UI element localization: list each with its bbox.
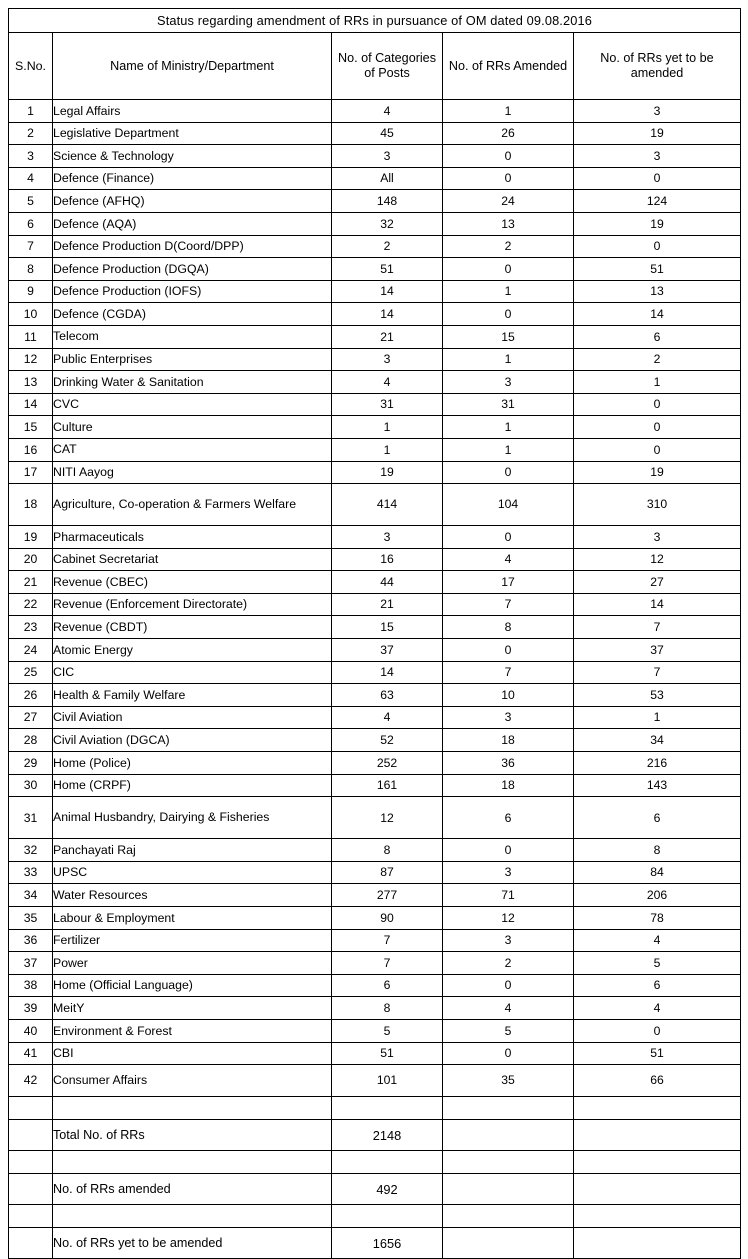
summary-row <box>9 1120 741 1151</box>
cell-amended: 0 <box>443 974 574 997</box>
cell-amended: 4 <box>443 548 574 571</box>
table-row <box>9 884 741 907</box>
cell-categories: 8 <box>332 839 443 862</box>
cell-name: Environment & Forest <box>53 1019 332 1042</box>
cell-name: Defence Production D(Coord/DPP) <box>53 235 332 258</box>
cell-name: CVC <box>53 393 332 416</box>
cell-yet: 6 <box>574 325 741 348</box>
cell-sno: 29 <box>9 752 53 775</box>
empty-cell <box>9 1097 53 1120</box>
table-row <box>9 303 741 326</box>
empty-cell <box>9 1120 53 1151</box>
cell-name: Consumer Affairs <box>53 1065 332 1097</box>
table-title: Status regarding amendment of RRs in pursuance of OM dated 09.08.2016 <box>9 9 741 33</box>
cell-amended: 18 <box>443 729 574 752</box>
table-row <box>9 438 741 461</box>
cell-sno: 9 <box>9 280 53 303</box>
spacer-row <box>9 1097 741 1120</box>
cell-amended: 5 <box>443 1019 574 1042</box>
cell-sno: 6 <box>9 212 53 235</box>
cell-amended: 13 <box>443 212 574 235</box>
cell-name: Atomic Energy <box>53 639 332 662</box>
cell-sno: 31 <box>9 797 53 839</box>
cell-categories: 5 <box>332 1019 443 1042</box>
cell-amended: 71 <box>443 884 574 907</box>
table-row <box>9 145 741 168</box>
cell-name: Defence (AQA) <box>53 212 332 235</box>
cell-categories: 14 <box>332 303 443 326</box>
table-row <box>9 706 741 729</box>
column-header-amended: No. of RRs Amended <box>443 33 574 100</box>
cell-categories: 21 <box>332 593 443 616</box>
cell-yet: 0 <box>574 235 741 258</box>
cell-amended: 2 <box>443 952 574 975</box>
cell-yet: 34 <box>574 729 741 752</box>
cell-sno: 12 <box>9 348 53 371</box>
cell-categories: 52 <box>332 729 443 752</box>
cell-categories: 252 <box>332 752 443 775</box>
cell-categories: 51 <box>332 258 443 281</box>
cell-sno: 32 <box>9 839 53 862</box>
cell-sno: 22 <box>9 593 53 616</box>
cell-name: Home (CRPF) <box>53 774 332 797</box>
cell-categories: 7 <box>332 952 443 975</box>
cell-categories: 45 <box>332 122 443 145</box>
cell-yet: 6 <box>574 797 741 839</box>
cell-sno: 11 <box>9 325 53 348</box>
cell-name: Agriculture, Co-operation & Farmers Welfare <box>53 484 332 526</box>
table-row <box>9 393 741 416</box>
cell-sno: 1 <box>9 100 53 123</box>
cell-amended: 12 <box>443 907 574 930</box>
cell-yet: 0 <box>574 393 741 416</box>
table-row <box>9 548 741 571</box>
empty-cell <box>9 1228 53 1259</box>
cell-yet: 12 <box>574 548 741 571</box>
cell-categories: 8 <box>332 997 443 1020</box>
cell-sno: 39 <box>9 997 53 1020</box>
column-header-sno: S.No. <box>9 33 53 100</box>
cell-sno: 3 <box>9 145 53 168</box>
cell-yet: 27 <box>574 571 741 594</box>
cell-categories: 161 <box>332 774 443 797</box>
table-row <box>9 729 741 752</box>
cell-name: Civil Aviation <box>53 706 332 729</box>
table-row <box>9 593 741 616</box>
empty-cell <box>443 1120 574 1151</box>
cell-amended: 0 <box>443 461 574 484</box>
cell-yet: 6 <box>574 974 741 997</box>
empty-cell <box>9 1151 53 1174</box>
table-row <box>9 325 741 348</box>
table-row <box>9 526 741 549</box>
cell-categories: 277 <box>332 884 443 907</box>
cell-categories: 2 <box>332 235 443 258</box>
cell-categories: 148 <box>332 190 443 213</box>
table-row <box>9 752 741 775</box>
cell-sno: 19 <box>9 526 53 549</box>
cell-categories: 32 <box>332 212 443 235</box>
empty-cell <box>53 1097 332 1120</box>
cell-amended: 1 <box>443 416 574 439</box>
cell-categories: All <box>332 167 443 190</box>
cell-name: Legislative Department <box>53 122 332 145</box>
summary-row <box>9 1174 741 1205</box>
cell-name: CBI <box>53 1042 332 1065</box>
table-row <box>9 839 741 862</box>
table-row <box>9 190 741 213</box>
cell-sno: 20 <box>9 548 53 571</box>
table-row <box>9 952 741 975</box>
spacer-row <box>9 1205 741 1228</box>
cell-yet: 3 <box>574 100 741 123</box>
cell-sno: 24 <box>9 639 53 662</box>
cell-yet: 3 <box>574 145 741 168</box>
table-row <box>9 661 741 684</box>
cell-categories: 4 <box>332 706 443 729</box>
cell-categories: 87 <box>332 861 443 884</box>
cell-amended: 3 <box>443 371 574 394</box>
cell-yet: 14 <box>574 303 741 326</box>
cell-yet: 143 <box>574 774 741 797</box>
cell-yet: 5 <box>574 952 741 975</box>
cell-yet: 78 <box>574 907 741 930</box>
cell-name: Revenue (CBEC) <box>53 571 332 594</box>
cell-categories: 3 <box>332 348 443 371</box>
cell-name: CAT <box>53 438 332 461</box>
cell-amended: 3 <box>443 861 574 884</box>
cell-amended: 0 <box>443 258 574 281</box>
table-row <box>9 861 741 884</box>
cell-yet: 13 <box>574 280 741 303</box>
cell-name: Pharmaceuticals <box>53 526 332 549</box>
cell-sno: 40 <box>9 1019 53 1042</box>
table-header-row <box>9 33 741 100</box>
cell-yet: 0 <box>574 167 741 190</box>
cell-name: Defence (Finance) <box>53 167 332 190</box>
cell-yet: 84 <box>574 861 741 884</box>
cell-amended: 7 <box>443 593 574 616</box>
cell-yet: 310 <box>574 484 741 526</box>
cell-categories: 37 <box>332 639 443 662</box>
cell-amended: 6 <box>443 797 574 839</box>
empty-cell <box>574 1120 741 1151</box>
table-row <box>9 167 741 190</box>
cell-sno: 28 <box>9 729 53 752</box>
cell-name: Cabinet Secretariat <box>53 548 332 571</box>
table-row <box>9 997 741 1020</box>
cell-name: Revenue (Enforcement Directorate) <box>53 593 332 616</box>
cell-amended: 24 <box>443 190 574 213</box>
table-row <box>9 907 741 930</box>
cell-sno: 34 <box>9 884 53 907</box>
cell-yet: 1 <box>574 371 741 394</box>
cell-yet: 14 <box>574 593 741 616</box>
cell-sno: 10 <box>9 303 53 326</box>
cell-categories: 63 <box>332 684 443 707</box>
table-row <box>9 461 741 484</box>
column-header-name: Name of Ministry/Department <box>53 33 332 100</box>
cell-name: Defence Production (IOFS) <box>53 280 332 303</box>
cell-categories: 1 <box>332 416 443 439</box>
cell-yet: 2 <box>574 348 741 371</box>
table-row <box>9 1019 741 1042</box>
cell-name: Labour & Employment <box>53 907 332 930</box>
cell-amended: 15 <box>443 325 574 348</box>
cell-yet: 8 <box>574 839 741 862</box>
cell-amended: 1 <box>443 100 574 123</box>
cell-amended: 1 <box>443 438 574 461</box>
cell-amended: 4 <box>443 997 574 1020</box>
table-row <box>9 616 741 639</box>
cell-categories: 1 <box>332 438 443 461</box>
cell-name: Defence (CGDA) <box>53 303 332 326</box>
cell-amended: 0 <box>443 1042 574 1065</box>
cell-sno: 23 <box>9 616 53 639</box>
table-row <box>9 1065 741 1097</box>
table-row <box>9 416 741 439</box>
empty-cell <box>574 1151 741 1174</box>
cell-sno: 16 <box>9 438 53 461</box>
empty-cell <box>574 1174 741 1205</box>
cell-categories: 14 <box>332 280 443 303</box>
empty-cell <box>9 1205 53 1228</box>
column-header-yet-to-be-amended: No. of RRs yet to be amended <box>574 33 741 100</box>
cell-amended: 0 <box>443 839 574 862</box>
cell-yet: 124 <box>574 190 741 213</box>
empty-cell <box>9 1174 53 1205</box>
cell-categories: 3 <box>332 526 443 549</box>
cell-amended: 35 <box>443 1065 574 1097</box>
empty-cell <box>332 1205 443 1228</box>
cell-name: Health & Family Welfare <box>53 684 332 707</box>
cell-amended: 3 <box>443 929 574 952</box>
cell-yet: 37 <box>574 639 741 662</box>
cell-name: Home (Police) <box>53 752 332 775</box>
table-row <box>9 484 741 526</box>
cell-name: Civil Aviation (DGCA) <box>53 729 332 752</box>
table-row <box>9 122 741 145</box>
table-row <box>9 348 741 371</box>
summary-label: Total No. of RRs <box>53 1120 332 1151</box>
summary-label: No. of RRs yet to be amended <box>53 1228 332 1259</box>
cell-sno: 35 <box>9 907 53 930</box>
table-row <box>9 929 741 952</box>
cell-amended: 17 <box>443 571 574 594</box>
cell-sno: 37 <box>9 952 53 975</box>
cell-yet: 0 <box>574 438 741 461</box>
cell-categories: 44 <box>332 571 443 594</box>
table-row <box>9 797 741 839</box>
cell-amended: 104 <box>443 484 574 526</box>
cell-sno: 8 <box>9 258 53 281</box>
table-row <box>9 280 741 303</box>
cell-categories: 4 <box>332 371 443 394</box>
cell-categories: 414 <box>332 484 443 526</box>
table-row <box>9 1042 741 1065</box>
summary-value: 2148 <box>332 1120 443 1151</box>
empty-cell <box>443 1151 574 1174</box>
cell-sno: 26 <box>9 684 53 707</box>
table-row <box>9 235 741 258</box>
cell-amended: 26 <box>443 122 574 145</box>
cell-name: CIC <box>53 661 332 684</box>
cell-sno: 7 <box>9 235 53 258</box>
table-row <box>9 258 741 281</box>
cell-name: Defence Production (DGQA) <box>53 258 332 281</box>
cell-sno: 30 <box>9 774 53 797</box>
cell-yet: 51 <box>574 1042 741 1065</box>
cell-categories: 101 <box>332 1065 443 1097</box>
cell-sno: 36 <box>9 929 53 952</box>
cell-yet: 7 <box>574 661 741 684</box>
summary-value: 1656 <box>332 1228 443 1259</box>
cell-yet: 51 <box>574 258 741 281</box>
cell-categories: 19 <box>332 461 443 484</box>
cell-categories: 4 <box>332 100 443 123</box>
cell-name: Power <box>53 952 332 975</box>
cell-sno: 17 <box>9 461 53 484</box>
cell-yet: 1 <box>574 706 741 729</box>
cell-categories: 16 <box>332 548 443 571</box>
empty-cell <box>332 1097 443 1120</box>
empty-cell <box>53 1151 332 1174</box>
cell-categories: 14 <box>332 661 443 684</box>
cell-sno: 14 <box>9 393 53 416</box>
cell-yet: 19 <box>574 461 741 484</box>
cell-name: Telecom <box>53 325 332 348</box>
cell-sno: 25 <box>9 661 53 684</box>
cell-name: Culture <box>53 416 332 439</box>
cell-name: Legal Affairs <box>53 100 332 123</box>
cell-sno: 38 <box>9 974 53 997</box>
cell-yet: 3 <box>574 526 741 549</box>
cell-name: Science & Technology <box>53 145 332 168</box>
cell-name: Drinking Water & Sanitation <box>53 371 332 394</box>
cell-sno: 18 <box>9 484 53 526</box>
cell-categories: 51 <box>332 1042 443 1065</box>
empty-cell <box>574 1228 741 1259</box>
cell-name: Animal Husbandry, Dairying & Fisheries <box>53 797 332 839</box>
summary-value: 492 <box>332 1174 443 1205</box>
cell-sno: 13 <box>9 371 53 394</box>
cell-amended: 8 <box>443 616 574 639</box>
spacer-row <box>9 1151 741 1174</box>
cell-name: Fertilizer <box>53 929 332 952</box>
table-row <box>9 212 741 235</box>
cell-amended: 3 <box>443 706 574 729</box>
cell-yet: 4 <box>574 997 741 1020</box>
cell-categories: 3 <box>332 145 443 168</box>
cell-amended: 31 <box>443 393 574 416</box>
cell-amended: 2 <box>443 235 574 258</box>
table-row <box>9 571 741 594</box>
empty-cell <box>443 1205 574 1228</box>
cell-yet: 206 <box>574 884 741 907</box>
cell-categories: 21 <box>332 325 443 348</box>
summary-row <box>9 1228 741 1259</box>
cell-sno: 15 <box>9 416 53 439</box>
empty-cell <box>443 1174 574 1205</box>
cell-amended: 0 <box>443 526 574 549</box>
cell-sno: 4 <box>9 167 53 190</box>
cell-name: Water Resources <box>53 884 332 907</box>
cell-sno: 33 <box>9 861 53 884</box>
empty-cell <box>574 1205 741 1228</box>
cell-amended: 0 <box>443 145 574 168</box>
cell-sno: 2 <box>9 122 53 145</box>
cell-name: Defence (AFHQ) <box>53 190 332 213</box>
cell-amended: 1 <box>443 348 574 371</box>
cell-amended: 36 <box>443 752 574 775</box>
cell-categories: 12 <box>332 797 443 839</box>
cell-amended: 0 <box>443 639 574 662</box>
cell-yet: 53 <box>574 684 741 707</box>
empty-cell <box>574 1097 741 1120</box>
cell-amended: 10 <box>443 684 574 707</box>
cell-yet: 66 <box>574 1065 741 1097</box>
cell-categories: 90 <box>332 907 443 930</box>
empty-cell <box>443 1097 574 1120</box>
cell-categories: 31 <box>332 393 443 416</box>
cell-yet: 0 <box>574 1019 741 1042</box>
cell-categories: 6 <box>332 974 443 997</box>
table-row <box>9 100 741 123</box>
table-row <box>9 774 741 797</box>
cell-name: Panchayati Raj <box>53 839 332 862</box>
table-row <box>9 639 741 662</box>
cell-sno: 21 <box>9 571 53 594</box>
empty-cell <box>443 1228 574 1259</box>
table-row <box>9 974 741 997</box>
cell-name: UPSC <box>53 861 332 884</box>
cell-amended: 7 <box>443 661 574 684</box>
cell-amended: 18 <box>443 774 574 797</box>
cell-amended: 0 <box>443 303 574 326</box>
cell-yet: 4 <box>574 929 741 952</box>
cell-yet: 216 <box>574 752 741 775</box>
empty-cell <box>332 1151 443 1174</box>
cell-sno: 41 <box>9 1042 53 1065</box>
cell-name: Home (Official Language) <box>53 974 332 997</box>
summary-label: No. of RRs amended <box>53 1174 332 1205</box>
cell-name: Revenue (CBDT) <box>53 616 332 639</box>
cell-sno: 42 <box>9 1065 53 1097</box>
rr-status-table <box>8 8 741 1259</box>
cell-yet: 19 <box>574 122 741 145</box>
cell-sno: 5 <box>9 190 53 213</box>
table-row <box>9 371 741 394</box>
cell-name: NITI Aayog <box>53 461 332 484</box>
column-header-categories: No. of Categories of Posts <box>332 33 443 100</box>
cell-yet: 19 <box>574 212 741 235</box>
cell-name: Public Enterprises <box>53 348 332 371</box>
cell-categories: 7 <box>332 929 443 952</box>
cell-name: MeitY <box>53 997 332 1020</box>
cell-categories: 15 <box>332 616 443 639</box>
table-row <box>9 684 741 707</box>
empty-cell <box>53 1205 332 1228</box>
cell-yet: 0 <box>574 416 741 439</box>
cell-amended: 1 <box>443 280 574 303</box>
cell-yet: 7 <box>574 616 741 639</box>
table-title-row <box>9 9 741 33</box>
cell-amended: 0 <box>443 167 574 190</box>
cell-sno: 27 <box>9 706 53 729</box>
